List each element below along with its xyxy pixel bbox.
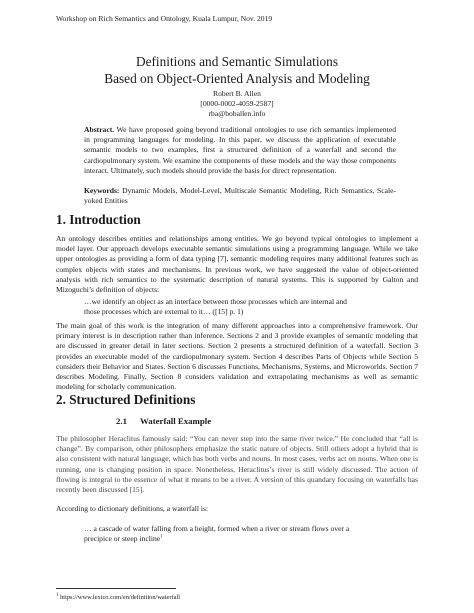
waterfall-quote-line-2 [84,534,414,544]
introduction-quote [84,297,414,317]
abstract [84,125,396,176]
introduction-quote-line-1: …we identify an object as an interface between those processes which are internal and [84,297,347,306]
footnote-mark: 1 [56,592,59,598]
subsection-heading-waterfall [116,416,211,426]
waterfall-paragraph-2: According to dictionary definitions, a waterfall is: [56,504,209,513]
abstract-text: We have proposed going beyond traditional ontologies to use rich semantics implemented in programming languages for modeling. In this paper, we discuss the application of executable semantic models to two examples, first a structured definition of a waterfall and second the cardiopulmonary system. We examine the components of these models and the way those components interact. Ultimately, such models should provide the basis for direct representation. [84,125,396,175]
author-email: rba@boballen.info [208,109,266,118]
introduction-paragraph-2: The main goal of this work is the integration of many different approaches into a comprehensive framework. Our primary interest is in description rather than inference. Sections 2 and 3 provide examples of semantic modeling that are discussed in greater detail in later sections. Section 2 presents a structured definition of a waterfall. Section 3 provides an executable model of the cardiopulmonary system. Section 4 describes Parts of Objects while Section 5 considers their Behavior and States. Section 6 discusses Functions, Mechanisms, Systems, and Microworlds. Section 7 describes Modeling. Finally, Section 8 considers validation and extrapolating mechanisms as well as semantic modeling for scholarly communication. [56,321,418,392]
waterfall-quote [84,524,414,544]
waterfall-paragraph-1: The philosopher Heraclitus famously said: “You can never step into the same river twice.” He concluded that “all is change”. By comparison, other philosophers emphasize the static nature of objects. Still others adopt a hybrid that is also consistent with natural language, which has both verbs and nouns. In most cases, verbs act on nouns. When one is running, one is changing position in space. Nonetheless, Heraclitus’s river is still widely discussed. The action of flowing is integral to the essence of what it means to be a river. A version of this quandary focusing on waterfalls has recently been discussed [15]. [56,434,418,495]
footnote-ref: 1 [160,534,163,540]
keywords [84,186,396,206]
introduction-paragraph-1: An ontology describes entities and relationships among entities. We go beyond typical ontologies to implement a model layer. Our approach develops executable semantic simulations using a programming language. While we take upper ontologies as providing a form of data typing [7], semantic modeling requires many additional features such as complex objects with states and mechanisms. In previous work, we have suggested the value of object-oriented analysis with rich semantics to the systematic description of natural systems. This is supported by Galton and Mizoguchi’s definition of objects: [56,234,418,295]
introduction-quote-line-2: those processes which are external to it… ([15] p. 1) [84,307,244,317]
footnote [56,594,180,601]
subsection-number: 2.1 [116,416,127,426]
waterfall-quote-line-2-text: precipice or steep incline [84,534,161,544]
keywords-label: Keywords: [84,186,120,195]
section-heading-structured-definitions: 2. Structured Definitions [56,392,196,407]
keywords-text: Dynamic Models, Model-Level, Multiscale Semantic Modeling, Rich Semantics, Scale-yoked Entities [84,186,396,206]
author-name: Robert B. Allen [213,89,261,98]
paper-title-line-2: Based on Object-Oriented Analysis and Modeling [104,71,370,86]
running-header: Workshop on Rich Semantics and Ontology, Kuala Lumpur, Nov. 2019 [56,14,273,23]
waterfall-quote-line-1: … a cascade of water falling from a height, formed when a river or stream flows over a [84,524,350,533]
footnote-divider [56,588,176,589]
author-orcid: [0000-0002-4059-2587] [200,99,274,108]
section-heading-introduction: 1. Introduction [56,212,141,227]
footnote-url: https://www.lexico.com/en/definition/waterfall [60,594,181,601]
abstract-label: Abstract. [84,125,115,134]
subsection-title: Waterfall Example [140,416,212,426]
paper-title-line-1: Definitions and Semantic Simulations [135,54,339,69]
